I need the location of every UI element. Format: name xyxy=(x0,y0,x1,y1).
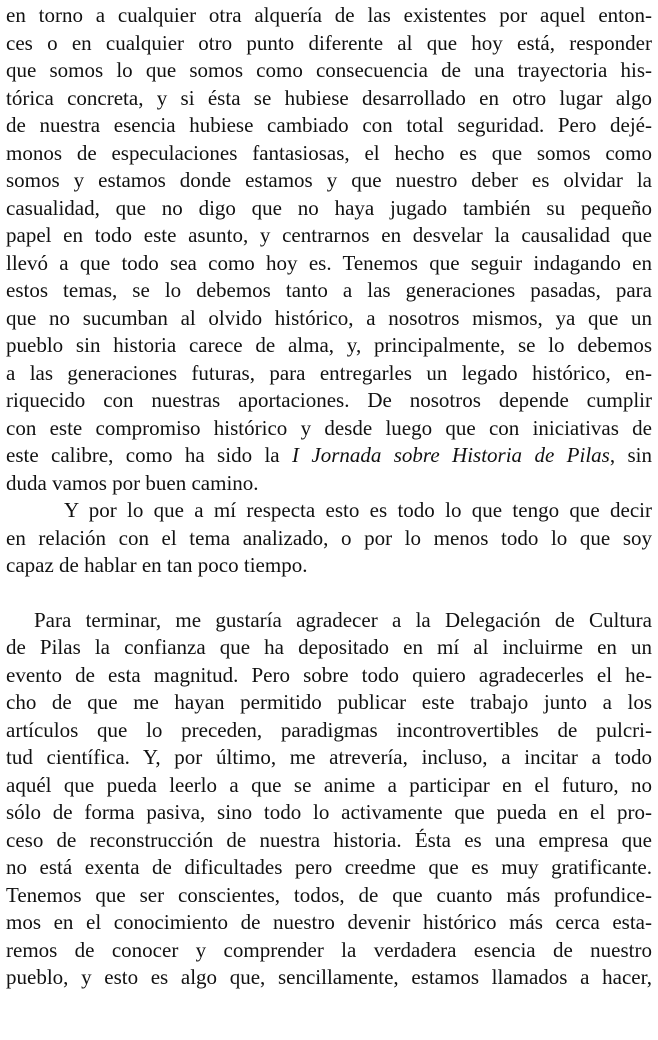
text-line: con este compromiso histórico y desde luego que con iniciativas de xyxy=(6,415,652,440)
text-line: en torno a cualquier otra alquería de las existentes por aquel enton- xyxy=(6,3,652,27)
document-page xyxy=(6,2,652,992)
text-line: estos temas, se lo debemos tanto a las generaciones pasadas, para xyxy=(6,278,652,302)
text-line: casualidad, que no digo que no haya jugado también su pequeño xyxy=(6,195,652,220)
text-line: evento de esta magnitud. Pero sobre todo quiero agradecerles el he- xyxy=(6,662,652,687)
text-line: en relación con el tema analizado, o por lo menos todo lo que soy xyxy=(6,525,652,550)
text-line: ces o en cualquier otro punto diferente al que hoy está, responder xyxy=(6,30,652,55)
text-line: monos de especulaciones fantasiosas, el hecho es que somos como xyxy=(6,140,652,165)
text-line: Para terminar, me gustaría agradecer a la Delegación de Cultura xyxy=(34,607,652,632)
text-line: Y por lo que a mí respecta esto es todo lo que tengo que decir xyxy=(64,498,652,522)
text-line: aquél que pueda leerlo a que se anime a participar en el futuro, no xyxy=(6,772,652,797)
paragraph-spacer xyxy=(6,580,652,607)
text-line: capaz de hablar en tan poco tiempo. xyxy=(6,553,308,577)
text-line: llevó a que todo sea como hoy es. Tenemos que seguir indagando en xyxy=(6,250,652,275)
text-line: sólo de forma pasiva, sino todo lo activamente que pueda en el pro- xyxy=(6,800,652,824)
text-line: de nuestra esencia hubiese cambiado con total seguridad. Pero dejé- xyxy=(6,113,652,137)
text-fragment: este calibre, como ha sido la xyxy=(6,443,292,467)
text-line: tud científica. Y, por último, me atrevería, incluso, a incitar a todo xyxy=(6,745,652,769)
text-line: a las generaciones futuras, para entregarles un legado histórico, en- xyxy=(6,360,652,385)
text-line: artículos que lo preceden, paradigmas incontrovertibles de pulcri- xyxy=(6,717,652,742)
text-line-with-italic-title xyxy=(6,442,652,470)
text-line: ceso de reconstrucción de nuestra historia. Ésta es una empresa que xyxy=(6,827,652,852)
text-line: Tenemos que ser conscientes, todos, de que cuanto más profundice- xyxy=(6,882,652,907)
paragraph-3 xyxy=(6,607,652,992)
text-line: pueblo sin historia carece de alma, y, principalmente, se lo debemos xyxy=(6,333,652,357)
text-line: mos en el conocimiento de nuestro devenir histórico más cerca esta- xyxy=(6,910,652,934)
text-line: cho de que me hayan permitido publicar este trabajo junto a los xyxy=(6,690,652,714)
event-title: I Jornada sobre Historia de Pilas xyxy=(292,443,610,467)
paragraph-2 xyxy=(6,497,652,580)
paragraph-1 xyxy=(6,2,652,497)
text-line: no está exenta de dificultades pero creedme que es muy gratificante. xyxy=(6,855,652,879)
text-line: que somos lo que somos como consecuencia de una trayectoria his- xyxy=(6,58,652,82)
text-line: que no sucumban al olvido histórico, a nosotros mismos, ya que un xyxy=(6,305,652,330)
text-line: tórica concreta, y si ésta se hubiese desarrollado en otro lugar algo xyxy=(6,85,652,110)
text-line: de Pilas la confianza que ha depositado en mí al incluirme en un xyxy=(6,635,652,659)
text-fragment: , sin xyxy=(609,443,652,467)
text-line: riquecido con nuestras aportaciones. De nosotros depende cumplir xyxy=(6,388,652,412)
text-line: pueblo, y esto es algo que, sencillamente, estamos llamados a hacer, xyxy=(6,965,652,989)
text-line: duda vamos por buen camino. xyxy=(6,470,259,495)
text-line: papel en todo este asunto, y centrarnos en desvelar la causalidad que xyxy=(6,223,652,247)
text-line: remos de conocer y comprender la verdadera esencia de nuestro xyxy=(6,937,652,962)
text-line: somos y estamos donde estamos y que nuestro deber es olvidar la xyxy=(6,168,652,192)
